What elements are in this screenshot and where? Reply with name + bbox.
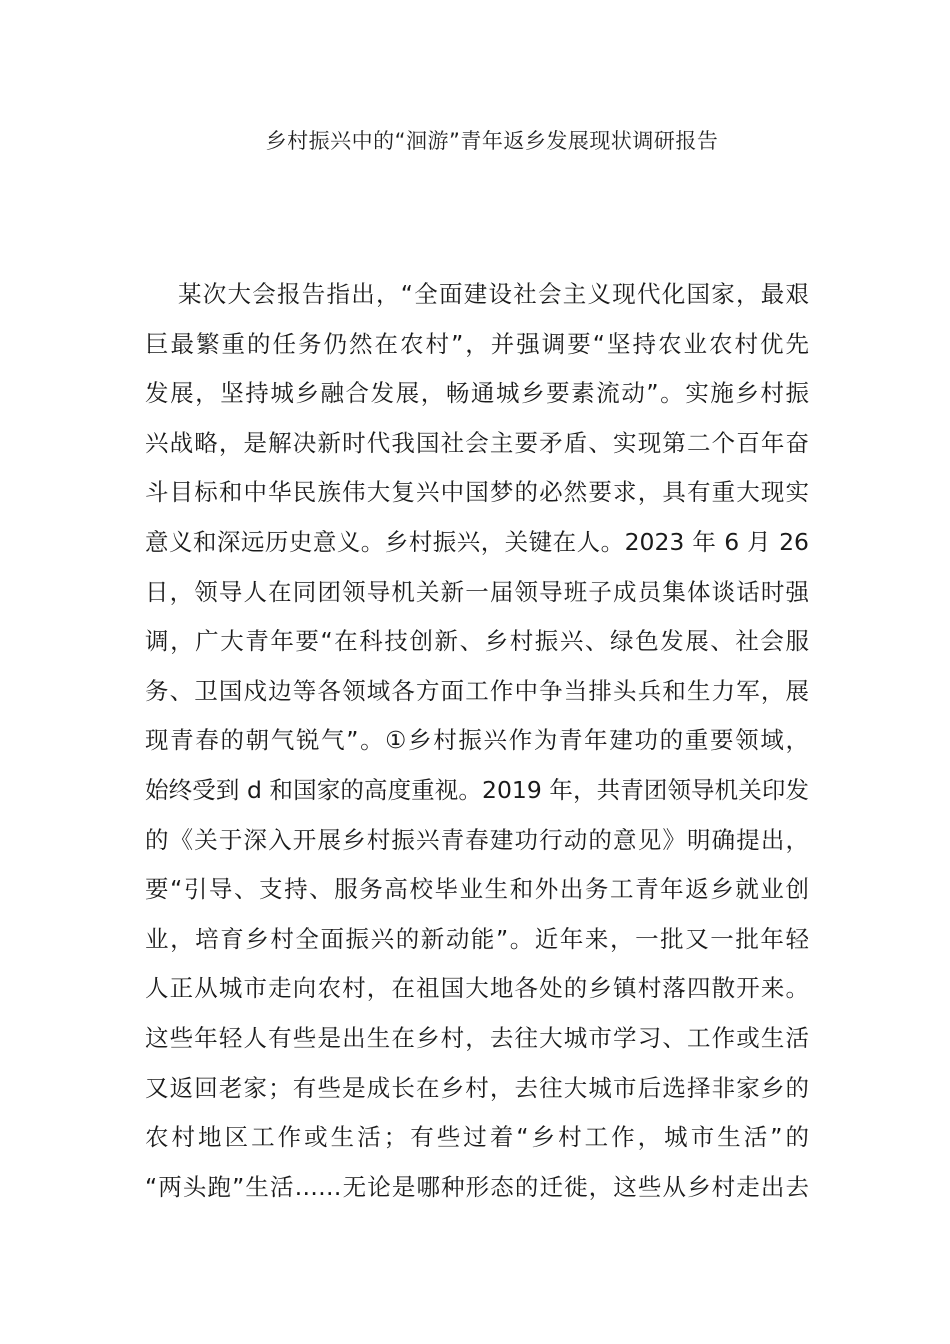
paragraph-line: 意义和深远历史意义。乡村振兴，关键在人。2023 年 6 月 26 xyxy=(145,527,809,556)
paragraph-line: 又返回老家；有些是成长在乡村，去往大城市后选择非家乡的 xyxy=(145,1073,809,1102)
paragraph-line: 始终受到 d 和国家的高度重视。2019 年，共青团领导机关印发 xyxy=(145,775,809,804)
paragraph-line: 业，培育乡村全面振兴的新动能”。近年来，一批又一批年轻 xyxy=(145,924,809,953)
paragraph-line: 兴战略，是解决新时代我国社会主要矛盾、实现第二个百年奋 xyxy=(145,428,809,457)
paragraph-line: 发展，坚持城乡融合发展，畅通城乡要素流动”。实施乡村振 xyxy=(145,379,809,408)
document-title: 乡村振兴中的“洄游”青年返乡发展现状调研报告 xyxy=(265,129,719,153)
document-body xyxy=(145,276,809,1218)
paragraph-line: 日，领导人在同团领导机关新一届领导班子成员集体谈话时强 xyxy=(145,577,809,606)
paragraph-line: 这些年轻人有些是出生在乡村，去往大城市学习、工作或生活 xyxy=(145,1023,809,1052)
paragraph-line: 现青春的朝气锐气”。①乡村振兴作为青年建功的重要领域， xyxy=(145,726,809,755)
paragraph-line: 巨最繁重的任务仍然在农村”，并强调要“坚持农业农村优先 xyxy=(145,329,809,358)
paragraph-line: 要“引导、支持、服务高校毕业生和外出务工青年返乡就业创 xyxy=(145,875,809,904)
paragraph-line: 斗目标和中华民族伟大复兴中国梦的必然要求，具有重大现实 xyxy=(145,478,809,507)
paragraph-line: 调，广大青年要“在科技创新、乡村振兴、绿色发展、社会服 xyxy=(145,627,809,656)
paragraph-line: 务、卫国戍边等各领域各方面工作中争当排头兵和生力军，展 xyxy=(145,676,809,705)
paragraph-line: 某次大会报告指出，“全面建设社会主义现代化国家，最艰 xyxy=(178,280,809,308)
paragraph-line: “两头跑”生活……无论是哪种形态的迁徙，这些从乡村走出去 xyxy=(145,1172,809,1201)
paragraph-line: 农村地区工作或生活；有些过着“乡村工作，城市生活”的 xyxy=(145,1123,809,1152)
paragraph-line: 的《关于深入开展乡村振兴青春建功行动的意见》明确提出， xyxy=(145,825,809,854)
paragraph-line: 人正从城市走向农村，在祖国大地各处的乡镇村落四散开来。 xyxy=(145,974,809,1003)
